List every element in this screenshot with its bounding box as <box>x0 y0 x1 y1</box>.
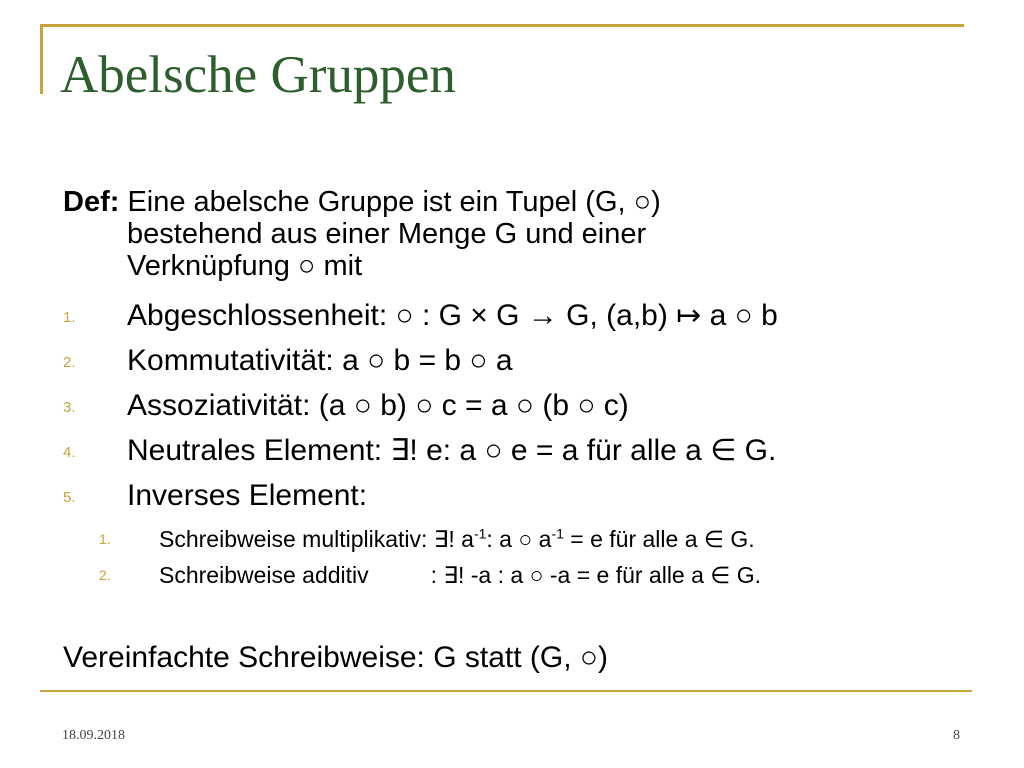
frame-top-line <box>40 24 964 27</box>
list-item <box>63 341 1003 386</box>
sub-list-number: 2. <box>99 567 111 583</box>
list-number: 5. <box>63 489 76 506</box>
sub-list-item <box>63 557 1003 593</box>
def-line-3: Verknüpfung ○ mit <box>127 250 363 282</box>
list-text: Assoziativität: (a ○ b) ○ c = a ○ (b ○ c) <box>127 389 629 422</box>
list-text: Kommutativität: a ○ b = b ○ a <box>127 344 513 377</box>
list-text: Neutrales Element: ∃! e: a ○ e = a für alle a ∈ G. <box>127 434 777 467</box>
definition <box>63 186 863 282</box>
axiom-list <box>63 296 1003 593</box>
list-number: 1. <box>63 309 76 326</box>
sub-list-number: 1. <box>99 531 111 547</box>
list-text: Abgeschlossenheit: ○ : G × G → G, (a,b) ↦ a ○ b <box>127 299 778 332</box>
slide-title: Abelsche Gruppen <box>60 46 456 104</box>
sub-list-text: Schreibweise multiplikativ: ∃! $a^{-1}$: a ○ $a^{-1} = e$ für alle a ∈ G. <box>159 525 755 552</box>
def-line-2: bestehend aus einer Menge G und einer <box>127 218 647 250</box>
def-line-1: Eine abelsche Gruppe ist ein Tupel (G, ○) <box>119 186 661 218</box>
frame-bottom-line <box>40 690 972 692</box>
list-item <box>63 476 1003 521</box>
footer-page-number: 8 <box>953 728 960 743</box>
list-text: Inverses Element: <box>127 479 368 512</box>
frame-left-line <box>40 24 43 94</box>
summary-text: Vereinfachte Schreibweise: G statt (G, ○) <box>63 641 609 674</box>
footer-date: 18.09.2018 <box>62 728 125 743</box>
list-item <box>63 296 1003 341</box>
sub-list-item <box>63 521 1003 557</box>
list-number: 2. <box>63 354 76 371</box>
list-item <box>63 386 1003 431</box>
list-item <box>63 431 1003 476</box>
sub-list-text: Schreibweise additiv : ∃! -a : a ○ -a = e für alle a ∈ G. <box>159 562 762 588</box>
list-number: 3. <box>63 399 76 416</box>
list-number: 4. <box>63 444 76 461</box>
def-label: Def: <box>63 186 120 218</box>
